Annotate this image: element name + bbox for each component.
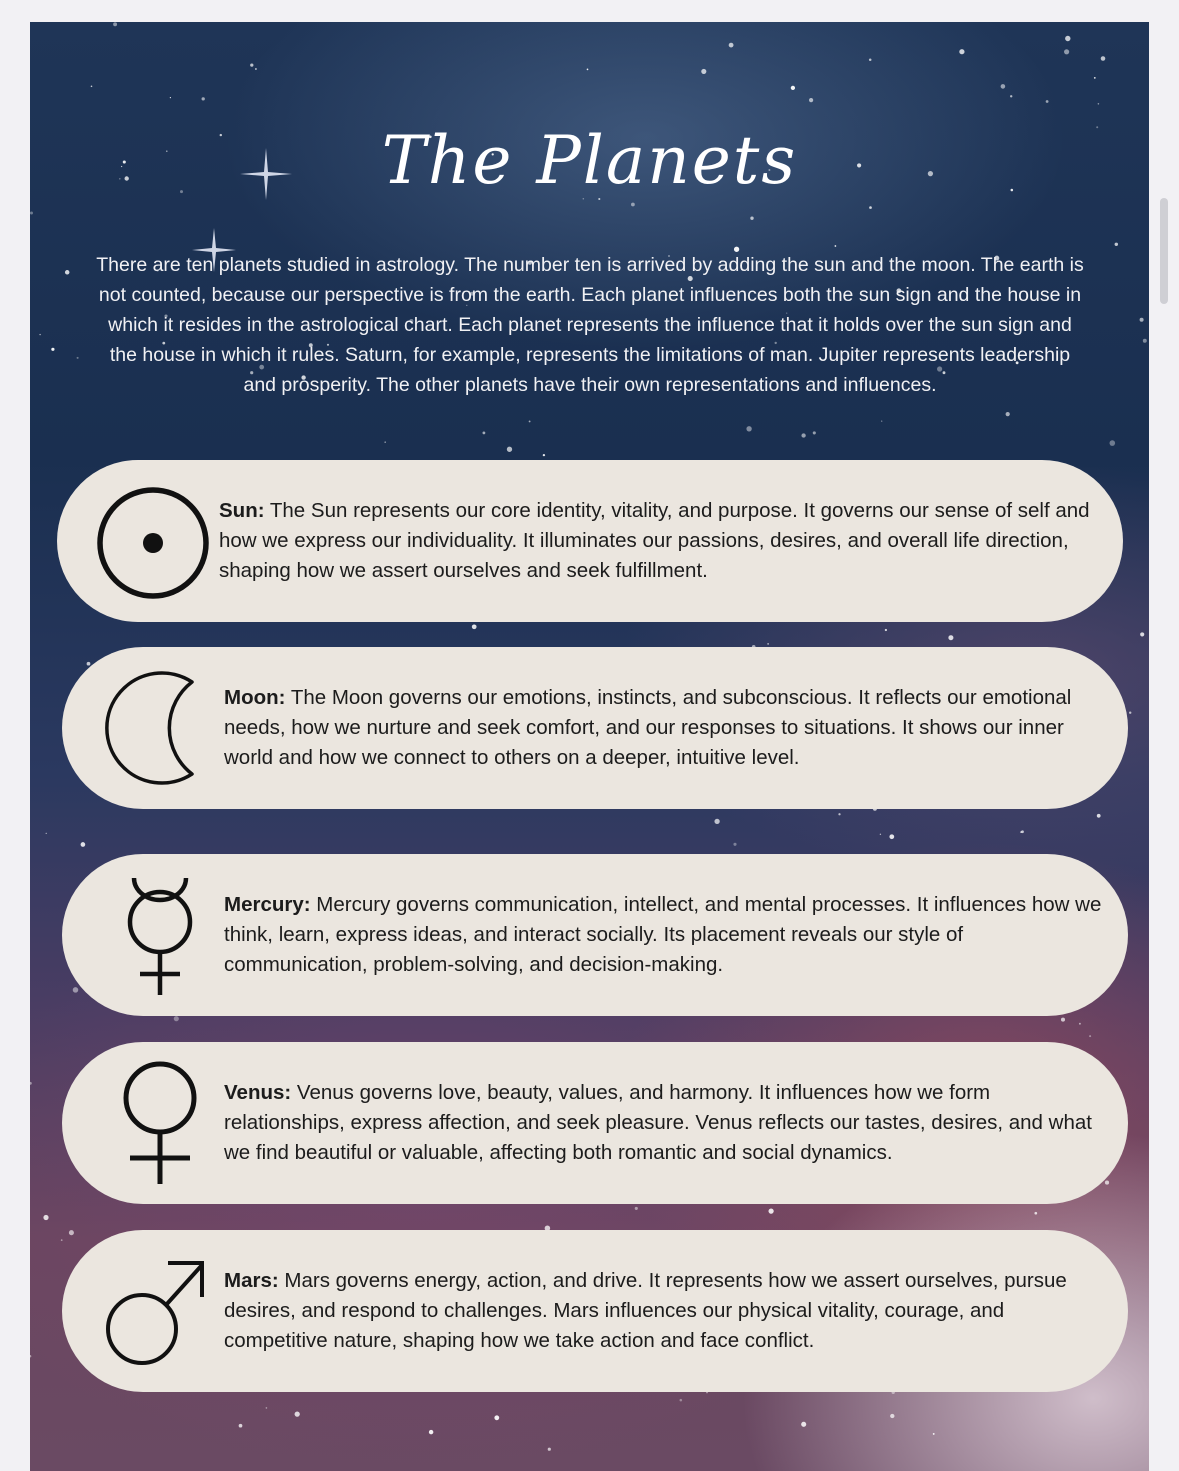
- planet-text-mercury: [224, 890, 1104, 980]
- planet-card-moon: [62, 647, 1128, 809]
- planet-description: Venus governs love, beauty, values, and harmony. It influences how we form relationships, express affection, and seek pleasure. Venus reflects our tastes, desires, and what we find beautiful or valuable, affecting both romantic and social dynamics.: [224, 1081, 1092, 1164]
- planet-text-mars: [224, 1266, 1104, 1356]
- planet-description: The Sun represents our core identity, vitality, and purpose. It governs our sense of self and how we express our individuality. It illuminates our passions, desires, and overall life direction, shaping how we assert ourselves and seek fulfillment.: [219, 499, 1090, 582]
- planet-name: Mercury:: [224, 893, 311, 916]
- planet-name: Mars:: [224, 1269, 279, 1292]
- planet-card-sun: [57, 460, 1123, 622]
- planet-description: The Moon governs our emotions, instincts, and subconscious. It reflects our emotional needs, how we nurture and seek comfort, and our responses to situations. It shows our inner world and how we connect to others on a deeper, intuitive level.: [224, 686, 1072, 769]
- document-page: [30, 22, 1149, 1471]
- scrollbar-thumb[interactable]: [1160, 198, 1168, 304]
- planet-card-mars: [62, 1230, 1128, 1392]
- intro-paragraph: There are ten planets studied in astrology. The number ten is arrived by adding the sun and the moon. The earth is not counted, because our perspective is from the earth. Each planet influences both the sun sign and the house in which it resides in the astrological chart. Each planet represents the influence that it holds over the sun sign and the house in which it rules. Saturn, for example, represents the limitations of man. Jupiter represents leadership and prosperity. The other planets have their own representations and influences.: [96, 254, 1084, 396]
- planet-name: Sun:: [219, 499, 265, 522]
- planet-card-mercury: [62, 854, 1128, 1016]
- planet-description: Mercury governs communication, intellect, and mental processes. It influences how we think, learn, express ideas, and interact socially. Its placement reveals our style of communication, problem-solving, and decision-making.: [224, 893, 1102, 976]
- planet-text-sun: [219, 496, 1099, 586]
- mars-symbol-icon: [96, 1251, 216, 1371]
- planet-name: Venus:: [224, 1081, 292, 1104]
- sun-symbol-icon: [91, 481, 211, 601]
- moon-symbol-icon: [96, 668, 216, 788]
- planet-text-moon: [224, 683, 1104, 773]
- planet-card-venus: [62, 1042, 1128, 1204]
- page-title: The Planets: [381, 122, 798, 199]
- venus-symbol-icon: [96, 1058, 216, 1188]
- planet-description: Mars governs energy, action, and drive. It represents how we assert ourselves, pursue desires, and respond to challenges. Mars influences our physical vitality, courage, and competitive nature, shaping how we take action and face conflict.: [224, 1269, 1067, 1352]
- mercury-symbol-icon: [96, 870, 216, 1000]
- planet-text-venus: [224, 1078, 1104, 1168]
- planet-name: Moon:: [224, 686, 286, 709]
